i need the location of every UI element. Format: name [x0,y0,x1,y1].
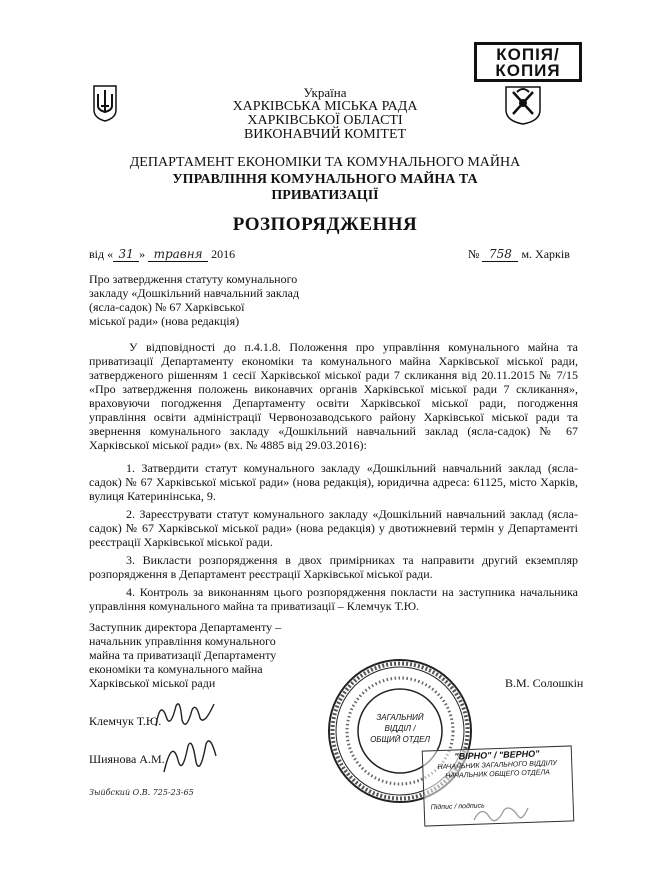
trident-emblem-icon [92,84,118,122]
order-item: 4. Контроль за виконанням цього розпорядження покласти на заступника начальника управління комунального майна та приватизації – Клемчук Т.Ю. [89,585,578,613]
region-name: ХАРКІВСЬКОЇ ОБЛАСТІ [247,113,403,128]
directorate-name [120,172,530,204]
order-item: 3. Викласти розпорядження в двох примірниках та направити другий екземпляр розпорядження в Департамент реєстрації Харківської міської ради. [89,553,578,581]
signatory-title-line: начальник управління комунального [89,634,276,648]
country-name: Україна [303,85,347,100]
subject-line: (ясла-садок) № 67 Харківської [89,300,245,314]
signatory-title-line: економіки та комунального майна [89,662,263,676]
approval-first: Клемчук Т.Ю. [89,714,162,728]
round-stamp-text [370,712,430,745]
signatory-title-line: майна та приватизації Департаменту [89,648,277,662]
date-line [89,247,235,262]
signatory-title-line: Заступник директора Департаменту – [89,620,282,634]
verify-stamp-line: НАЧАЛЬНИК ОБЩЕГО ОТДЕЛА [445,769,551,780]
copy-stamp [474,42,582,82]
round-stamp-line: ЗАГАЛЬНИЙ [376,713,424,722]
round-stamp-line: ОБЩИЙ ОТДЕЛ [370,735,430,744]
round-stamp-line: ВІДДІЛ / [384,724,416,733]
document-type: РОЗПОРЯДЖЕННЯ [232,214,418,235]
city: м. Харків [521,247,570,261]
verify-stamp-line: Підпис / подпись [430,802,485,812]
order-item: 2. Зареєструвати статут комунального закладу «Дошкільний навчальний заклад (ясла-садок) № 67 Харківської міської ради» (нова редакція) у двотижневий термін у Департаменті реєстрації Харківської міської ради. [89,507,578,549]
number-prefix: № [468,247,480,261]
directorate-line-2: ПРИВАТИЗАЦІЇ [271,188,379,203]
committee-name: ВИКОНАВЧИЙ КОМІТЕТ [243,127,407,142]
executor-note: Зыйбский О.В. 725-23-65 [89,788,194,797]
signature-klemchuk-icon [150,696,220,736]
date-prefix: від « [89,247,114,261]
verification-stamp [422,745,575,826]
signatory-title-line: Харківської міської ради [89,676,216,690]
council-name: ХАРКІВСЬКА МІСЬКА РАДА [232,99,418,114]
directorate-line-1: УПРАВЛІННЯ КОМУНАЛЬНОГО МАЙНА ТА [172,172,478,187]
letterhead [130,85,520,142]
subject-line: міської ради» (нова редакція) [89,314,240,328]
preamble-paragraph: У відповідності до п.4.1.8. Положення про управління комунального майна та приватизації Департаменту економіки та комунального майна Харківської міської ради, затвердженого рішенням 1 сесії Харківської міської ради 7 скликання від 20.11.2015 № 7/15 «Про затвердження положень виконавчих органів Харківської міської ради 7 скликання», враховуючи погодження Департаменту освіти Харківської міської ради, погодження управління освіти адміністрації Червонозаводського району Харківської міської ради та звернення комунального закладу «Дошкільний навчальний заклад (ясла-садок) № 67 Харківської міської ради» (вх. № 4885 від 29.03.2016): [89,340,578,452]
document-number: 758 [482,247,518,262]
subject-line: Про затвердження статуту комунального [89,272,298,286]
date-day: 31 [113,247,139,262]
order-item: 1. Затвердити статут комунального закладу «Дошкільний навчальний заклад (ясла-садок) № 67 Харківської міської ради» (нова редакція), юридична адреса: 61125, місто Харків, вулиця Катеринінська, 9. [89,461,578,503]
date-mid: » [139,247,146,261]
subject-block [89,272,339,328]
date-year: 2016 [211,247,236,261]
approval-second: Шиянова А.М. [89,752,165,766]
subject-line: закладу «Дошкільний навчальний заклад [89,286,300,300]
number-line [468,247,570,262]
orders-list [89,461,578,613]
department-name: ДЕПАРТАМЕНТ ЕКОНОМІКИ ТА КОМУНАЛЬНОГО МАЙНА [129,155,521,170]
copy-stamp-line2: КОПИЯ [495,61,561,80]
signature-shyianova-icon [160,732,220,780]
verify-stamp-line: НАЧАЛЬНИК ЗАГАЛЬНОГО ВІДДІЛУ [437,759,558,772]
signatory-name: В.М. Солошкін [505,676,584,690]
signatory-title [89,620,319,690]
copy-stamp-line1: КОПІЯ/ [496,45,560,64]
date-month: травня [148,247,208,262]
verify-stamp-line: "ВІРНО" / "ВЕРНО" [454,748,540,762]
